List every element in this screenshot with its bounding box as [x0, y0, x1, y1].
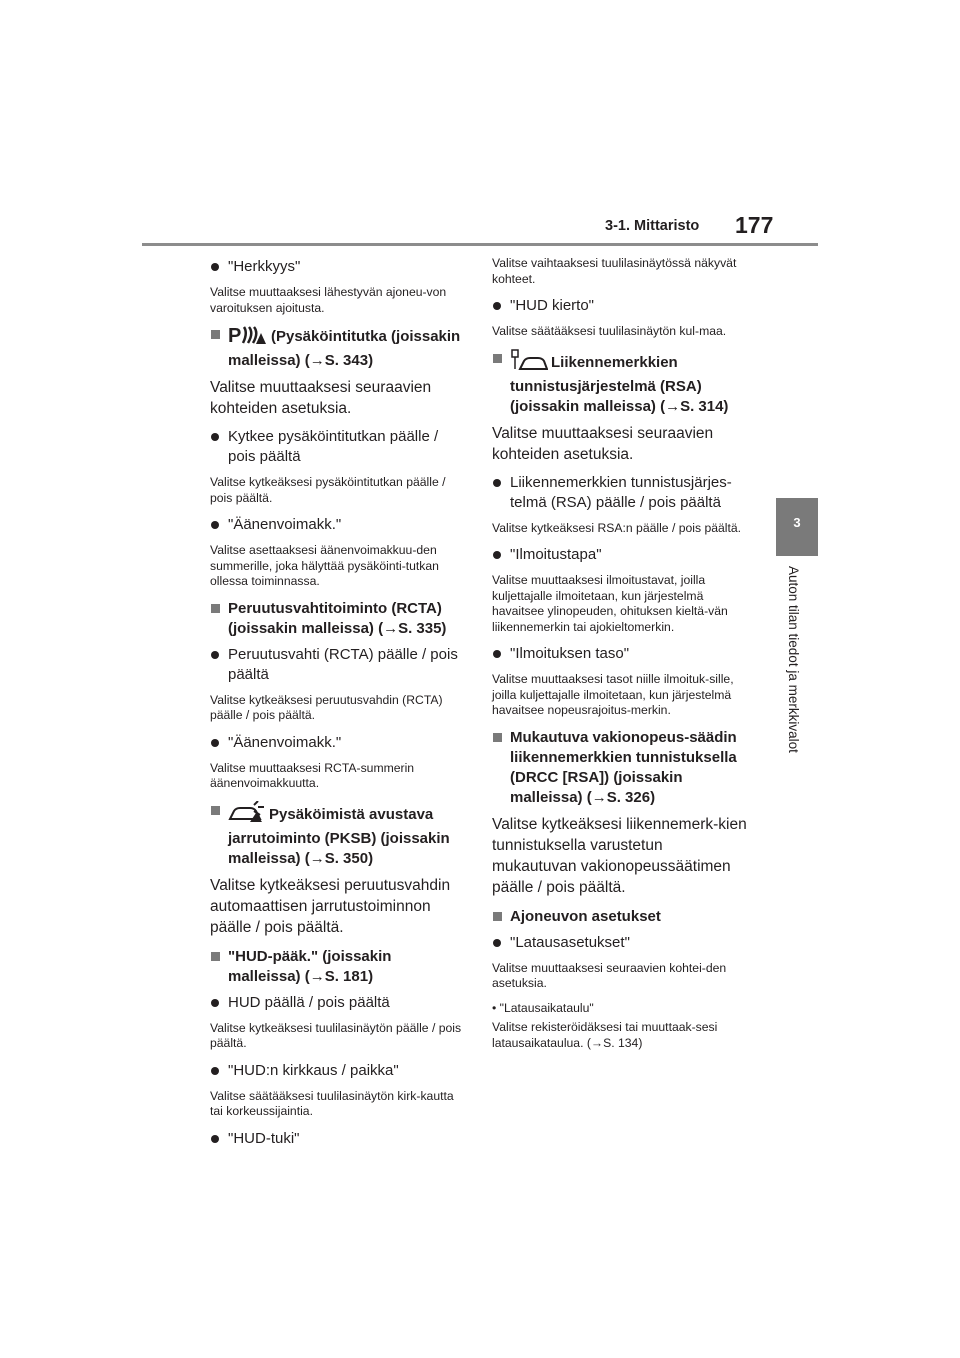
- heading-marker: [211, 330, 220, 339]
- heading-text: Mukautuva vakionopeus-säädin liikennemerkkien tunnistuksella (DRCC [RSA]) (joissakin malleissa) (→S. 326): [510, 728, 737, 806]
- list-item: [210, 993, 466, 1013]
- item-description: Valitse asettaaksesi äänenvoimakkuu-den summerille, joka hälyttää pysäköinti-tutkan ollessa toiminnassa.: [210, 543, 439, 588]
- item-label: "HUD kierto": [510, 297, 594, 314]
- section-title: 3-1. Mittaristo: [605, 218, 700, 234]
- bullet-dot: [493, 551, 501, 559]
- parking-brake-support-icon: [228, 801, 266, 829]
- heading-text: (Pysäköintitutka (joissakin malleissa) (→S. 343): [228, 328, 461, 369]
- list-item: [210, 515, 466, 535]
- list-item: [492, 473, 748, 513]
- section-heading: [210, 325, 466, 371]
- heading-marker: [211, 806, 220, 815]
- section-heading: [492, 907, 748, 927]
- paragraph: Valitse muuttaaksesi seuraavien kohteiden asetuksia.: [210, 379, 432, 417]
- item-description: Valitse kytkeäksesi peruutusvahdin (RCTA) päälle / pois päältä.: [210, 692, 443, 722]
- item-label: "HUD-tuki": [228, 1129, 300, 1147]
- header-divider: [142, 243, 818, 246]
- item-label: Kytkee pysäköintitutkan päälle / pois päältä: [228, 428, 439, 465]
- chapter-title: Auton tilan tiedot ja merkkivalot: [786, 566, 801, 753]
- heading-marker: [211, 604, 220, 613]
- paragraph: Valitse kytkeäksesi liikennemerk-kien tunnistuksella varustetun mukautuvan vakionopeussäätimen päälle / pois päältä.: [492, 815, 747, 896]
- item-description: Valitse muuttaaksesi seuraavien kohtei-den asetuksia.: [492, 960, 727, 990]
- paragraph: Valitse kytkeäksesi peruutusvahdin automaattisen jarrutustoiminnon päälle / pois päältä.: [210, 876, 451, 936]
- sub-item: • "Latausaikataulu": [492, 1000, 594, 1015]
- list-item: [210, 1061, 466, 1081]
- bullet-dot: [211, 739, 219, 747]
- list-item: [210, 427, 466, 467]
- item-label: "Ilmoitustapa": [510, 546, 602, 563]
- heading-marker: [493, 733, 502, 742]
- item-label: "Äänenvoimakk.": [228, 516, 342, 533]
- item-label: "HUD:n kirkkaus / paikka": [228, 1061, 399, 1079]
- item-label: Peruutusvahti (RCTA) päälle / pois päältä: [228, 645, 458, 683]
- bullet-dot: [493, 302, 501, 310]
- item-label: Liikennemerkkien tunnistusjärjes-telmä (RSA) päälle / pois päältä: [510, 473, 732, 511]
- chapter-number: 3: [793, 515, 801, 530]
- right-column: [492, 252, 748, 1051]
- heading-marker: [211, 952, 220, 961]
- bullet-dot: [211, 433, 219, 441]
- list-item: [210, 257, 466, 277]
- list-item: [492, 545, 748, 565]
- bullet-dot: [211, 263, 219, 271]
- item-description: Valitse kytkeäksesi tuulilasinäytön päälle / pois päältä.: [210, 1020, 462, 1050]
- section-heading: [492, 349, 748, 417]
- item-label: "Latausasetukset": [510, 933, 630, 951]
- section-heading: [210, 599, 466, 639]
- list-item: [210, 1129, 466, 1149]
- heading-text: Pysäköimistä avustava jarrutoiminto (PKSB) (joissakin malleissa) (→S. 350): [228, 805, 450, 867]
- item-description: Valitse muuttaaksesi lähestyvän ajoneu-von varoituksen ajoitusta.: [210, 285, 447, 315]
- bullet-dot: [493, 650, 501, 658]
- paragraph: Valitse muuttaaksesi seuraavien kohteiden asetuksia.: [492, 424, 714, 463]
- bullet-dot: [211, 999, 219, 1007]
- heading-text: Peruutusvahtitoiminto (RCTA) (joissakin malleissa) (→S. 335): [228, 599, 447, 637]
- item-label: "Äänenvoimakk.": [228, 733, 342, 751]
- sub-item-description: Valitse rekisteröidäksesi tai muuttaak-sesi latausaikataulua. (→S. 134): [492, 1020, 718, 1050]
- list-item: [210, 645, 466, 685]
- item-description: Valitse kytkeäksesi pysäköintitutkan päälle / pois päältä.: [210, 475, 446, 505]
- parking-sensor-icon: [228, 325, 268, 351]
- item-label: "Herkkyys": [228, 258, 301, 275]
- list-item: [492, 933, 748, 953]
- bullet-dot: [211, 521, 219, 529]
- bullet-dot: [211, 651, 219, 659]
- item-description: Valitse vaihtaaksesi tuulilasinäytössä näkyvät kohteet.: [492, 256, 737, 286]
- page-number: 177: [735, 212, 774, 238]
- item-description: Valitse kytkeäksesi RSA:n päälle / pois päältä.: [492, 520, 742, 535]
- item-description: Valitse säätääksesi tuulilasinäytön kul-maa.: [492, 324, 727, 338]
- list-item: [492, 644, 748, 664]
- item-description: Valitse muuttaaksesi ilmoitustavat, joilla kuljettajalle ilmoitetaan, kun järjestelmä havaitsee ylinopeuden, ohituksen kieltä-vän liikennemerkin tai ajokieltomerkin.: [492, 573, 728, 634]
- road-sign-assist-icon: [510, 349, 548, 377]
- bullet-dot: [493, 479, 501, 487]
- bullet-dot: [211, 1135, 219, 1143]
- item-label: "Ilmoituksen taso": [510, 645, 630, 662]
- heading-text: Liikennemerkkien tunnistusjärjestelmä (RSA) (joissakin malleissa) (→S. 314): [510, 353, 729, 415]
- item-label: HUD päällä / pois päältä: [228, 993, 390, 1011]
- left-column: [210, 252, 466, 1149]
- section-heading: [492, 728, 748, 808]
- heading-text: Ajoneuvon asetukset: [510, 907, 661, 925]
- section-heading: [210, 801, 466, 869]
- bullet-dot: [211, 1067, 219, 1075]
- list-item: [492, 296, 748, 316]
- item-description: Valitse muuttaaksesi RCTA-summerin äänenvoimakkuutta.: [210, 760, 415, 790]
- heading-marker: [493, 354, 502, 363]
- list-item: [210, 733, 466, 753]
- heading-text: "HUD-pääk." (joissakin malleissa) (→S. 181): [228, 947, 392, 985]
- svg-text:P: P: [228, 325, 242, 345]
- item-description: Valitse säätääksesi tuulilasinäytön kirk-kautta tai korkeussijaintia.: [210, 1088, 454, 1118]
- item-description: Valitse muuttaaksesi tasot niille ilmoituk-sille, joilla kuljettajalle ilmoitetaan, kun järjestelmä havaitsee nopeusrajoitus-merkin.: [492, 672, 734, 717]
- heading-marker: [493, 912, 502, 921]
- section-heading: [210, 947, 466, 987]
- bullet-dot: [493, 939, 501, 947]
